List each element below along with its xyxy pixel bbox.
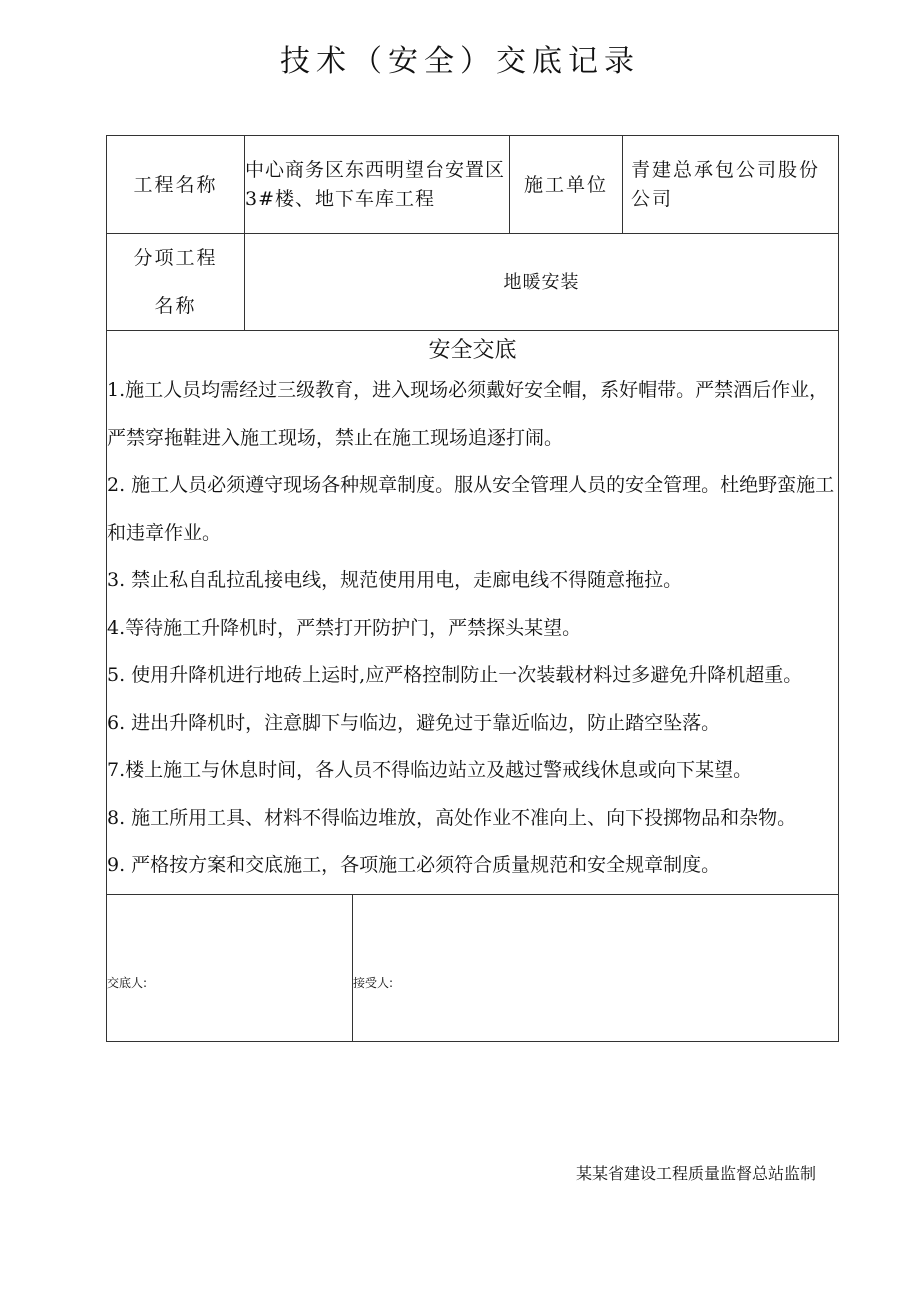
signature-row bbox=[107, 894, 839, 1041]
disclosure-item: 5. 使用升降机进行地砖上运时,应严格控制防止一次装载材料过多避免升降机超重。 bbox=[107, 664, 803, 686]
contractor-label: 施工单位 bbox=[510, 136, 623, 234]
disclosure-item: 9. 严格按方案和交底施工，各项施工必须符合质量规范和安全规章制度。 bbox=[107, 854, 721, 876]
page-title: 技术（安全）交底记录 bbox=[280, 44, 640, 79]
safety-disclosure-row bbox=[107, 331, 839, 895]
disclosure-item: 4.等待施工升降机时，严禁打开防护门，严禁探头某望。 bbox=[107, 616, 582, 639]
receiver-signature-field[interactable] bbox=[353, 894, 839, 1041]
receiver-label: 接受人: bbox=[353, 976, 394, 990]
disclosure-item: 3. 禁止私自乱拉乱接电线，规范使用用电，走廊电线不得随意拖拉。 bbox=[107, 569, 683, 591]
disclosure-items bbox=[107, 367, 838, 890]
disclosure-item: 8. 施工所用工具、材料不得临边堆放，高处作业不准向上、向下投掷物品和杂物。 bbox=[107, 806, 797, 829]
section-title: 安全交底 bbox=[428, 338, 517, 363]
discloser-label: 交底人: bbox=[107, 976, 148, 990]
disclosure-item: 2. 施工人员必须遵守现场各种规章制度。服从安全管理人员的安全管理。杜绝野蛮施工和违章作业。 bbox=[107, 474, 835, 544]
project-info-row bbox=[107, 136, 839, 234]
project-name-label: 工程名称 bbox=[107, 136, 245, 234]
disclosure-item: 7.楼上施工与休息时间，各人员不得临边站立及越过警戒线休息或向下某望。 bbox=[107, 759, 753, 781]
contractor-value: 青建总承包公司股份公司 bbox=[623, 136, 839, 234]
disclosure-item: 1.施工人员均需经过三级教育，进入现场必须戴好安全帽，系好帽带。严禁酒后作业，严禁穿拖鞋进入施工现场，禁止在施工现场追逐打闹。 bbox=[107, 379, 829, 449]
sub-project-value: 地暖安装 bbox=[245, 234, 839, 331]
disclosure-item: 6. 进出升降机时，注意脚下与临边，避免过于靠近临边，防止踏空坠落。 bbox=[107, 711, 721, 734]
project-name-value: 中心商务区东西明望台安置区3#楼、地下车库工程 bbox=[245, 136, 510, 234]
issuer-footer: 某某省建设工程质量监督总站监制 bbox=[575, 1164, 816, 1183]
sub-project-row bbox=[107, 234, 839, 331]
sub-project-label: 分项工程名称 bbox=[107, 234, 245, 331]
discloser-signature-field[interactable] bbox=[107, 894, 353, 1041]
disclosure-form-table bbox=[106, 135, 839, 1042]
